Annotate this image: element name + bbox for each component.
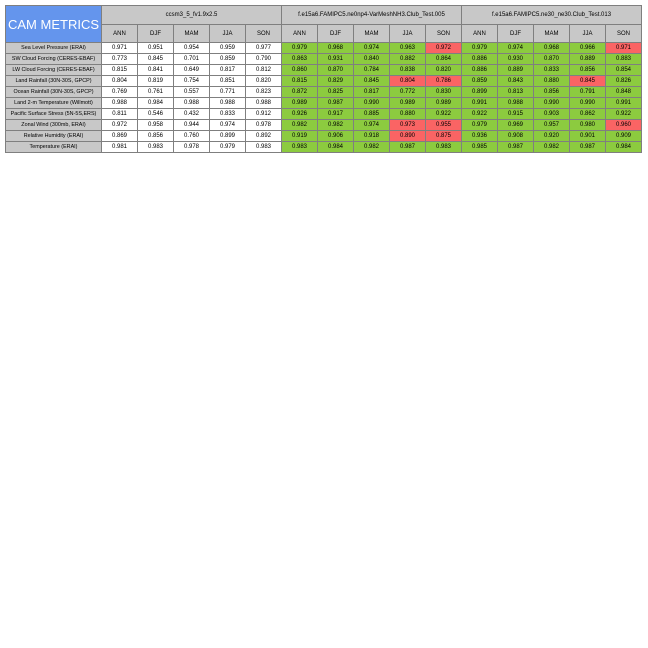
value-cell: 0.790	[246, 54, 282, 65]
value-cell: 0.886	[462, 54, 498, 65]
value-cell: 0.960	[606, 120, 642, 131]
value-cell: 0.875	[426, 131, 462, 142]
value-cell: 0.833	[534, 65, 570, 76]
value-cell: 0.982	[318, 120, 354, 131]
value-cell: 0.978	[246, 120, 282, 131]
value-cell: 0.983	[138, 142, 174, 153]
value-cell: 0.991	[606, 98, 642, 109]
value-cell: 0.991	[462, 98, 498, 109]
table-row	[6, 65, 642, 76]
value-cell: 0.990	[354, 98, 390, 109]
season-header: DJF	[498, 25, 534, 43]
value-cell: 0.819	[138, 76, 174, 87]
value-cell: 0.845	[138, 54, 174, 65]
metrics-body	[6, 43, 642, 153]
value-cell: 0.972	[426, 43, 462, 54]
value-cell: 0.982	[534, 142, 570, 153]
value-cell: 0.979	[210, 142, 246, 153]
value-cell: 0.826	[606, 76, 642, 87]
value-cell: 0.701	[174, 54, 210, 65]
value-cell: 0.813	[498, 87, 534, 98]
model-header-1: f.e15a6.FAMIPC5.ne0np4-VarMeshNH3.Club_Test.005	[282, 6, 462, 25]
table-row	[6, 43, 642, 54]
value-cell: 0.872	[282, 87, 318, 98]
value-cell: 0.903	[534, 109, 570, 120]
value-cell: 0.880	[534, 76, 570, 87]
value-cell: 0.963	[390, 43, 426, 54]
season-header: ANN	[102, 25, 138, 43]
value-cell: 0.958	[138, 120, 174, 131]
value-cell: 0.912	[246, 109, 282, 120]
value-cell: 0.761	[138, 87, 174, 98]
value-cell: 0.971	[606, 43, 642, 54]
metric-label: Zonal Wind (300mb, ERAI)	[6, 120, 102, 131]
value-cell: 0.980	[570, 120, 606, 131]
value-cell: 0.854	[606, 65, 642, 76]
value-cell: 0.944	[174, 120, 210, 131]
value-cell: 0.815	[102, 65, 138, 76]
value-cell: 0.969	[498, 120, 534, 131]
value-cell: 0.883	[606, 54, 642, 65]
value-cell: 0.786	[426, 76, 462, 87]
value-cell: 0.848	[606, 87, 642, 98]
value-cell: 0.981	[102, 142, 138, 153]
value-cell: 0.988	[174, 98, 210, 109]
value-cell: 0.754	[174, 76, 210, 87]
value-cell: 0.974	[498, 43, 534, 54]
value-cell: 0.899	[210, 131, 246, 142]
table-title: CAM METRICS	[6, 6, 102, 43]
value-cell: 0.988	[102, 98, 138, 109]
season-header: SON	[426, 25, 462, 43]
value-cell: 0.985	[462, 142, 498, 153]
metric-label: Temperature (ERAI)	[6, 142, 102, 153]
value-cell: 0.825	[318, 87, 354, 98]
value-cell: 0.771	[210, 87, 246, 98]
value-cell: 0.931	[318, 54, 354, 65]
metric-label: Pacific Surface Stress (5N-5S,ERS)	[6, 109, 102, 120]
value-cell: 0.773	[102, 54, 138, 65]
value-cell: 0.815	[282, 76, 318, 87]
value-cell: 0.971	[102, 43, 138, 54]
value-cell: 0.974	[210, 120, 246, 131]
value-cell: 0.936	[462, 131, 498, 142]
model-header-0: ccsm3_5_fv1.9x2.5	[102, 6, 282, 25]
season-header: JJA	[390, 25, 426, 43]
value-cell: 0.972	[102, 120, 138, 131]
value-cell: 0.870	[318, 65, 354, 76]
value-cell: 0.922	[426, 109, 462, 120]
value-cell: 0.968	[318, 43, 354, 54]
value-cell: 0.833	[210, 109, 246, 120]
value-cell: 0.856	[570, 65, 606, 76]
value-cell: 0.892	[246, 131, 282, 142]
metric-label: Land 2-m Temperature (Willmott)	[6, 98, 102, 109]
value-cell: 0.820	[246, 76, 282, 87]
metric-label: SW Cloud Forcing (CERES-EBAF)	[6, 54, 102, 65]
value-cell: 0.772	[390, 87, 426, 98]
value-cell: 0.988	[210, 98, 246, 109]
value-cell: 0.915	[498, 109, 534, 120]
value-cell: 0.869	[102, 131, 138, 142]
value-cell: 0.974	[354, 43, 390, 54]
value-cell: 0.845	[570, 76, 606, 87]
value-cell: 0.982	[354, 142, 390, 153]
model-header-2: f.e15a6.FAMIPC5.ne30_ne30.Club_Test.013	[462, 6, 642, 25]
value-cell: 0.901	[570, 131, 606, 142]
table-row	[6, 142, 642, 153]
value-cell: 0.823	[246, 87, 282, 98]
value-cell: 0.983	[426, 142, 462, 153]
value-cell: 0.784	[354, 65, 390, 76]
metric-label: Sea Level Pressure (ERAI)	[6, 43, 102, 54]
value-cell: 0.959	[210, 43, 246, 54]
value-cell: 0.811	[102, 109, 138, 120]
value-cell: 0.840	[354, 54, 390, 65]
value-cell: 0.989	[282, 98, 318, 109]
season-header: SON	[246, 25, 282, 43]
value-cell: 0.957	[534, 120, 570, 131]
value-cell: 0.820	[426, 65, 462, 76]
value-cell: 0.899	[462, 87, 498, 98]
value-cell: 0.908	[498, 131, 534, 142]
value-cell: 0.984	[606, 142, 642, 153]
value-cell: 0.917	[318, 109, 354, 120]
value-cell: 0.882	[390, 54, 426, 65]
value-cell: 0.432	[174, 109, 210, 120]
value-cell: 0.918	[354, 131, 390, 142]
value-cell: 0.889	[570, 54, 606, 65]
season-header: MAM	[174, 25, 210, 43]
value-cell: 0.922	[462, 109, 498, 120]
value-cell: 0.760	[174, 131, 210, 142]
value-cell: 0.870	[534, 54, 570, 65]
season-header: DJF	[318, 25, 354, 43]
value-cell: 0.856	[138, 131, 174, 142]
value-cell: 0.966	[570, 43, 606, 54]
value-cell: 0.974	[354, 120, 390, 131]
value-cell: 0.920	[534, 131, 570, 142]
cam-metrics-table	[5, 5, 642, 153]
value-cell: 0.990	[570, 98, 606, 109]
season-header: JJA	[570, 25, 606, 43]
value-cell: 0.983	[246, 142, 282, 153]
value-cell: 0.987	[570, 142, 606, 153]
value-cell: 0.973	[390, 120, 426, 131]
value-cell: 0.988	[498, 98, 534, 109]
value-cell: 0.930	[498, 54, 534, 65]
table-row	[6, 109, 642, 120]
value-cell: 0.955	[426, 120, 462, 131]
value-cell: 0.983	[282, 142, 318, 153]
value-cell: 0.817	[210, 65, 246, 76]
value-cell: 0.926	[282, 109, 318, 120]
value-cell: 0.909	[606, 131, 642, 142]
value-cell: 0.889	[498, 65, 534, 76]
table-row	[6, 54, 642, 65]
season-header: MAM	[534, 25, 570, 43]
value-cell: 0.829	[318, 76, 354, 87]
metric-label: Ocean Rainfall (30N-30S, GPCP)	[6, 87, 102, 98]
value-cell: 0.979	[282, 43, 318, 54]
metric-label: Relative Humidity (ERAI)	[6, 131, 102, 142]
value-cell: 0.984	[138, 98, 174, 109]
value-cell: 0.856	[534, 87, 570, 98]
value-cell: 0.864	[426, 54, 462, 65]
value-cell: 0.989	[426, 98, 462, 109]
season-header: ANN	[462, 25, 498, 43]
value-cell: 0.859	[462, 76, 498, 87]
season-header: DJF	[138, 25, 174, 43]
value-cell: 0.817	[354, 87, 390, 98]
value-cell: 0.845	[354, 76, 390, 87]
value-cell: 0.951	[138, 43, 174, 54]
season-header: SON	[606, 25, 642, 43]
value-cell: 0.978	[174, 142, 210, 153]
value-cell: 0.862	[570, 109, 606, 120]
table-row	[6, 87, 642, 98]
value-cell: 0.812	[246, 65, 282, 76]
value-cell: 0.791	[570, 87, 606, 98]
value-cell: 0.804	[390, 76, 426, 87]
value-cell: 0.890	[390, 131, 426, 142]
value-cell: 0.885	[354, 109, 390, 120]
value-cell: 0.859	[210, 54, 246, 65]
value-cell: 0.987	[390, 142, 426, 153]
value-cell: 0.922	[606, 109, 642, 120]
value-cell: 0.649	[174, 65, 210, 76]
value-cell: 0.968	[534, 43, 570, 54]
value-cell: 0.979	[462, 43, 498, 54]
table-row	[6, 98, 642, 109]
season-header: MAM	[354, 25, 390, 43]
value-cell: 0.919	[282, 131, 318, 142]
table-row	[6, 131, 642, 142]
value-cell: 0.838	[390, 65, 426, 76]
season-header: ANN	[282, 25, 318, 43]
value-cell: 0.863	[282, 54, 318, 65]
value-cell: 0.886	[462, 65, 498, 76]
value-cell: 0.990	[534, 98, 570, 109]
value-cell: 0.830	[426, 87, 462, 98]
value-cell: 0.988	[246, 98, 282, 109]
value-cell: 0.804	[102, 76, 138, 87]
value-cell: 0.557	[174, 87, 210, 98]
value-cell: 0.851	[210, 76, 246, 87]
value-cell: 0.546	[138, 109, 174, 120]
value-cell: 0.984	[318, 142, 354, 153]
value-cell: 0.987	[498, 142, 534, 153]
value-cell: 0.843	[498, 76, 534, 87]
value-cell: 0.954	[174, 43, 210, 54]
value-cell: 0.860	[282, 65, 318, 76]
value-cell: 0.769	[102, 87, 138, 98]
value-cell: 0.880	[390, 109, 426, 120]
season-header: JJA	[210, 25, 246, 43]
metric-label: Land Rainfall (30N-30S, GPCP)	[6, 76, 102, 87]
value-cell: 0.982	[282, 120, 318, 131]
metric-label: LW Cloud Forcing (CERES-EBAF)	[6, 65, 102, 76]
value-cell: 0.989	[390, 98, 426, 109]
value-cell: 0.906	[318, 131, 354, 142]
value-cell: 0.987	[318, 98, 354, 109]
value-cell: 0.979	[462, 120, 498, 131]
value-cell: 0.977	[246, 43, 282, 54]
value-cell: 0.841	[138, 65, 174, 76]
table-row	[6, 76, 642, 87]
table-row	[6, 120, 642, 131]
